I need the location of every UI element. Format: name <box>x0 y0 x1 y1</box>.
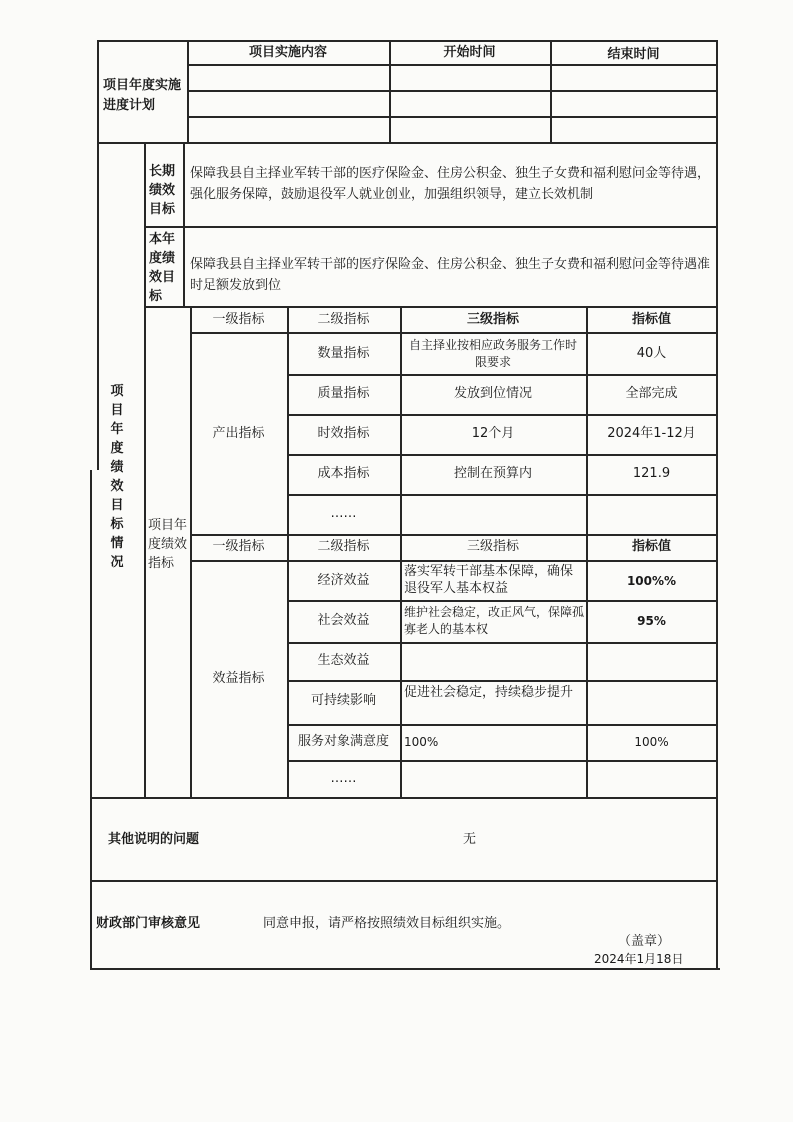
finance-date: 2024年1月18日 <box>594 952 684 966</box>
output-level1: 产出指标 <box>212 426 265 441</box>
benefit-level2: 服务对象满意度 <box>297 734 389 749</box>
frame-right <box>716 40 718 969</box>
divider <box>190 534 717 536</box>
header-start-time: 开始时间 <box>443 45 496 60</box>
divider <box>187 64 717 66</box>
col-header-level3: 三级指标 <box>466 539 519 554</box>
output-value: 40人 <box>636 346 667 361</box>
benefit-value: 95% <box>637 614 666 628</box>
benefit-level2: 经济效益 <box>317 573 370 588</box>
output-level2: 数量指标 <box>317 346 370 361</box>
divider <box>190 332 717 334</box>
col-header-level3: 三级指标 <box>466 312 519 327</box>
finance-seal: （盖章） <box>618 934 671 949</box>
divider <box>190 560 717 562</box>
divider <box>287 374 717 376</box>
divider <box>287 494 717 496</box>
divider <box>90 797 717 799</box>
other-value: 无 <box>463 832 477 847</box>
long-term-label: 长期绩效目标 <box>149 164 176 217</box>
col-header-level1: 一级指标 <box>212 312 265 327</box>
divider <box>287 454 717 456</box>
output-level2: …… <box>330 506 357 521</box>
output-level2: 时效指标 <box>317 426 370 441</box>
divider <box>287 680 717 682</box>
output-level2: 质量指标 <box>317 386 370 401</box>
finance-opinion: 同意申报，请严格按照绩效目标组织实施。 <box>263 916 511 931</box>
divider <box>287 724 717 726</box>
annual-label: 本年度绩效目标 <box>149 232 176 304</box>
divider <box>187 90 717 92</box>
benefit-value: 100%% <box>626 574 677 588</box>
divider <box>287 414 717 416</box>
divider <box>287 600 717 602</box>
benefit-level1: 效益指标 <box>212 671 265 686</box>
benefit-level2: 可持续影响 <box>310 693 376 708</box>
output-level3: 12个月 <box>471 426 515 441</box>
benefit-level2: …… <box>330 771 357 786</box>
col-header-level1: 一级指标 <box>212 539 265 554</box>
header-content: 项目实施内容 <box>248 45 327 60</box>
output-level3: 自主择业按相应政务服务工作时限要求 <box>408 338 577 369</box>
divider <box>144 226 717 228</box>
col-header-value: 指标值 <box>631 539 671 554</box>
finance-label: 财政部门审核意见 <box>96 916 201 931</box>
output-level3: 发放到位情况 <box>453 386 532 401</box>
other-label: 其他说明的问题 <box>108 832 200 847</box>
long-term-text: 保障我县自主择业军转干部的医疗保险金、住房公积金、独生子女费和福利慰问金等待遇，强化服务保障，鼓励退役军人就业创业，加强组织领导，建立长效机制 <box>190 166 711 202</box>
frame-bottom <box>90 968 720 970</box>
divider <box>144 306 717 308</box>
divider <box>97 142 717 144</box>
header-end-time: 结束时间 <box>607 47 660 62</box>
output-level2: 成本指标 <box>317 466 370 481</box>
divider <box>183 142 185 306</box>
benefit-level3: 维护社会稳定，改正风气，保障孤寡老人的基本权 <box>404 605 585 636</box>
frame-top <box>97 40 718 42</box>
benefit-level2: 社会效益 <box>317 613 370 628</box>
benefit-level3: 促进社会稳定，持续稳步提升 <box>404 685 574 700</box>
output-value: 全部完成 <box>625 386 678 401</box>
schedule-row-label: 项目年度实施进度计划 <box>103 78 182 113</box>
frame-left <box>97 40 99 470</box>
frame-left-lower <box>90 470 92 969</box>
benefit-level3: 100% <box>404 735 439 749</box>
output-value: 121.9 <box>632 466 671 481</box>
indicators-label: 项目年度绩效指标 <box>148 518 188 571</box>
annual-text: 保障我县自主择业军转干部的医疗保险金、住房公积金、独生子女费和福利慰问金等待遇准时足额发放到位 <box>190 257 711 293</box>
col-header-value: 指标值 <box>631 312 671 327</box>
divider <box>144 142 146 798</box>
divider <box>187 116 717 118</box>
section-label-vertical: 项 目 年 度 绩 效 目 标 情 况 <box>110 384 124 570</box>
benefit-level3: 落实军转干部基本保障，确保退役军人基本权益 <box>404 564 574 596</box>
output-level3: 控制在预算内 <box>453 466 532 481</box>
col-header-level2: 二级指标 <box>317 539 370 554</box>
divider <box>287 760 717 762</box>
output-value: 2024年1-12月 <box>607 426 696 441</box>
divider <box>287 642 717 644</box>
benefit-level2: 生态效益 <box>317 653 370 668</box>
benefit-value: 100% <box>634 735 669 749</box>
col-header-level2: 二级指标 <box>317 312 370 327</box>
divider <box>90 880 717 882</box>
